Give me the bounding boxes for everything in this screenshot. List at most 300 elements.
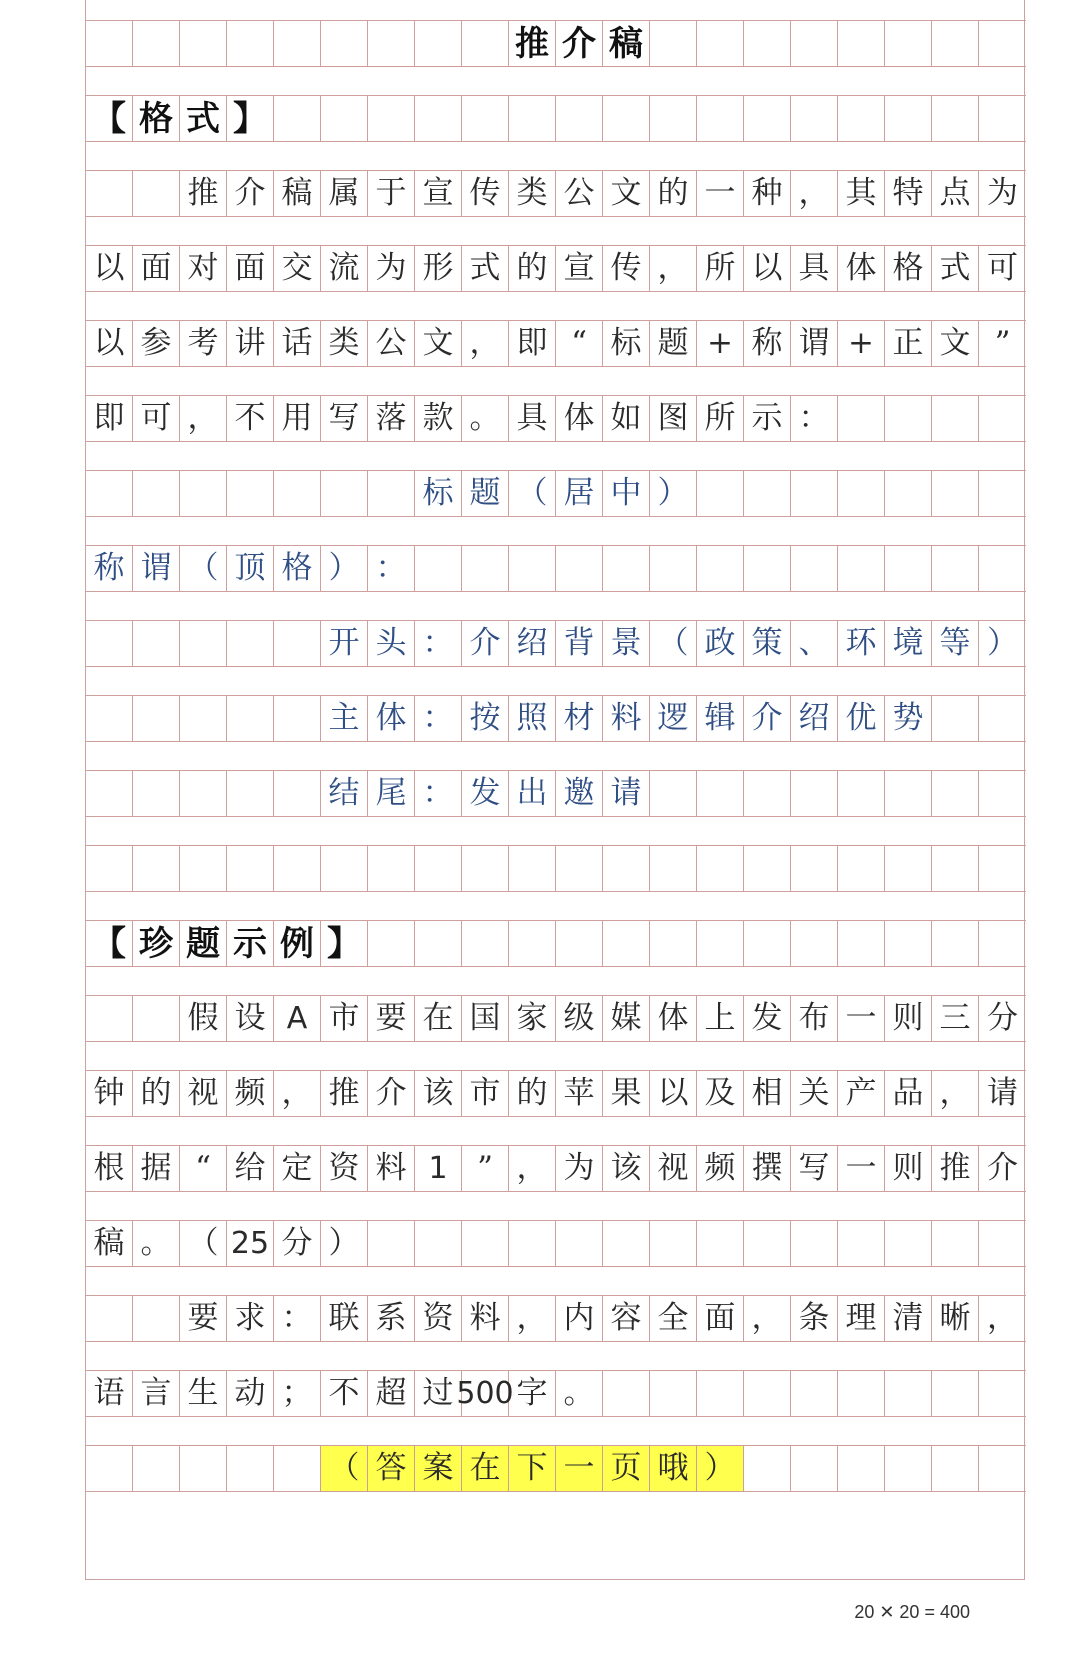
grid-cell: 要 <box>180 1296 227 1341</box>
grid-cell: 关 <box>791 1071 838 1116</box>
grid-row <box>86 1112 1026 1192</box>
grid-row <box>86 1412 1026 1492</box>
grid-cell: 款 <box>415 396 462 441</box>
row-spacer <box>86 662 1026 695</box>
grid-cell: 三 <box>932 996 979 1041</box>
grid-cell: 定 <box>274 1146 321 1191</box>
row-spacer <box>86 812 1026 845</box>
row-spacer <box>86 1262 1026 1295</box>
grid-cell <box>791 96 838 141</box>
grid-cell <box>885 471 932 516</box>
grid-cell <box>415 21 462 66</box>
grid-cell <box>556 921 603 966</box>
grid-cell <box>368 21 415 66</box>
grid-cell <box>885 21 932 66</box>
grid-cell <box>321 21 368 66</box>
grid-cell <box>133 996 180 1041</box>
grid-cell: 宣 <box>415 171 462 216</box>
cell-strip <box>86 695 1026 742</box>
row-spacer <box>86 287 1026 320</box>
grid-cell <box>462 96 509 141</box>
grid-cell: 尾 <box>368 771 415 816</box>
grid-cell: 超 <box>368 1371 415 1416</box>
grid-cell: 的 <box>509 1071 556 1116</box>
grid-cell: 苹 <box>556 1071 603 1116</box>
grid-cell: 答 <box>368 1446 415 1491</box>
grid-cell: 请 <box>987 1075 1018 1111</box>
grid-cell: 。 <box>462 396 509 441</box>
grid-cell <box>791 546 838 591</box>
grid-cell <box>979 1371 1026 1416</box>
grid-cell: 以 <box>86 321 133 366</box>
grid-cell <box>180 846 227 891</box>
grid-cell: ： <box>415 771 462 816</box>
grid-cell <box>744 21 791 66</box>
grid-cell <box>932 921 979 966</box>
grid-cell: ， <box>462 321 509 366</box>
grid-cell <box>979 696 1026 741</box>
grid-row <box>86 362 1026 442</box>
grid-cell: 文 <box>415 321 462 366</box>
grid-cell <box>462 21 509 66</box>
grid-cell <box>838 471 885 516</box>
grid-cell: 题 <box>180 921 227 966</box>
grid-cell: 的 <box>650 171 697 216</box>
grid-cell: 介 <box>556 21 603 66</box>
grid-cell: 具 <box>791 246 838 291</box>
grid-cell: 根 <box>86 1146 133 1191</box>
grid-cell <box>603 1371 650 1416</box>
grid-cell <box>791 1371 838 1416</box>
grid-cell: 推 <box>180 171 227 216</box>
grid-cell: 布 <box>791 996 838 1041</box>
grid-cell: 传 <box>462 171 509 216</box>
grid-cell: 标 <box>603 321 650 366</box>
grid-cell: 料 <box>368 1146 415 1191</box>
grid-cell: 头 <box>368 621 415 666</box>
grid-cell: 发 <box>462 771 509 816</box>
grid-cell: 政 <box>697 621 744 666</box>
grid-cell <box>274 471 321 516</box>
grid-cell <box>885 396 932 441</box>
grid-cell: 家 <box>509 996 556 1041</box>
grid-cell: 上 <box>697 996 744 1041</box>
grid-cell <box>838 21 885 66</box>
grid-cell <box>932 471 979 516</box>
grid-cell <box>603 846 650 891</box>
grid-row <box>86 1337 1026 1417</box>
grid-cell <box>932 96 979 141</box>
grid-cell: 体 <box>368 696 415 741</box>
grid-cell: 25 <box>227 1221 274 1266</box>
cell-strip <box>86 545 1026 592</box>
grid-cell: 顶 <box>227 546 274 591</box>
grid-cell <box>415 1221 462 1266</box>
grid-cell: 条 <box>791 1296 838 1341</box>
grid-row <box>86 887 1026 967</box>
grid-cell <box>838 771 885 816</box>
grid-cell <box>932 846 979 891</box>
grid-row <box>86 1187 1026 1267</box>
grid-cell: ： <box>415 621 462 666</box>
grid-cell: 写 <box>321 396 368 441</box>
grid-cell <box>697 921 744 966</box>
grid-cell: A <box>274 996 321 1041</box>
grid-cell: 种 <box>744 171 791 216</box>
grid-cell: 面 <box>133 246 180 291</box>
grid-cell: 市 <box>321 996 368 1041</box>
grid-cell <box>227 21 274 66</box>
grid-cell <box>885 546 932 591</box>
grid-cell: 一 <box>697 171 744 216</box>
grid-cell: 按 <box>462 696 509 741</box>
grid-cell: 。 <box>133 1221 180 1266</box>
grid-cell: ： <box>274 1296 321 1341</box>
grid-cell: 则 <box>885 1146 932 1191</box>
grid-cell: 该 <box>415 1071 462 1116</box>
grid-cell: 逻 <box>650 696 697 741</box>
grid-cell: “ <box>180 1146 227 1191</box>
grid-row <box>86 1262 1026 1342</box>
grid-cell: 策 <box>744 621 791 666</box>
row-spacer <box>86 737 1026 770</box>
grid-cell <box>133 171 180 216</box>
grid-cell <box>86 996 133 1041</box>
cell-strip <box>86 1070 1026 1117</box>
grid-cell <box>744 471 791 516</box>
grid-cell: 讲 <box>227 321 274 366</box>
grid-cell <box>697 1221 744 1266</box>
grid-cell: 的 <box>133 1071 180 1116</box>
grid-cell: 格 <box>885 246 932 291</box>
grid-cell: 语 <box>86 1371 133 1416</box>
cell-strip <box>86 995 1026 1042</box>
row-spacer <box>86 1037 1026 1070</box>
grid-cell <box>509 1221 556 1266</box>
grid-cell: ， <box>650 246 697 291</box>
grid-cell: 请 <box>603 771 650 816</box>
grid-cell: 哦 <box>650 1446 697 1491</box>
grid-cell <box>744 1221 791 1266</box>
grid-cell: ” <box>462 1146 509 1191</box>
grid-cell <box>509 96 556 141</box>
grid-cell <box>462 1221 509 1266</box>
grid-row <box>86 137 1026 217</box>
grid-cell: ” <box>994 325 1011 361</box>
grid-cell: 为 <box>987 175 1018 211</box>
grid-cell <box>791 1221 838 1266</box>
grid-cell <box>368 96 415 141</box>
grid-cell: 图 <box>650 396 697 441</box>
grid-cell: 介 <box>227 171 274 216</box>
row-spacer <box>86 62 1026 95</box>
grid-cell <box>744 546 791 591</box>
grid-cell: 容 <box>603 1296 650 1341</box>
grid-cell: 料 <box>603 696 650 741</box>
grid-cell: 过 <box>415 1371 462 1416</box>
grid-cell <box>180 21 227 66</box>
grid-cell: 题 <box>462 471 509 516</box>
grid-cell: 题 <box>650 321 697 366</box>
grid-cell <box>885 1371 932 1416</box>
grid-cell: 开 <box>321 621 368 666</box>
grid-cell: 居 <box>556 471 603 516</box>
grid-cell: 假 <box>180 996 227 1041</box>
grid-cell <box>979 1221 1026 1266</box>
grid-cell <box>86 621 133 666</box>
grid-cell <box>86 21 133 66</box>
grid-cell <box>932 1371 979 1416</box>
grid-cell <box>697 471 744 516</box>
grid-cell <box>321 471 368 516</box>
grid-cell: 势 <box>885 696 932 741</box>
grid-cell <box>180 696 227 741</box>
grid-cell: 中 <box>603 471 650 516</box>
grid-cell: ） <box>650 471 697 516</box>
grid-cell <box>838 1446 885 1491</box>
grid-cell: ： <box>415 696 462 741</box>
grid-cell: ， <box>987 1300 1018 1336</box>
grid-cell: ， <box>744 1296 791 1341</box>
grid-cell: 形 <box>415 246 462 291</box>
grid-cell <box>650 96 697 141</box>
row-spacer <box>86 362 1026 395</box>
grid-cell <box>932 771 979 816</box>
grid-cell <box>509 846 556 891</box>
grid-cell: 发 <box>744 996 791 1041</box>
grid-cell <box>697 96 744 141</box>
grid-cell <box>838 921 885 966</box>
grid-cell <box>556 1221 603 1266</box>
cell-strip <box>86 1220 1026 1267</box>
grid-cell: （ <box>321 1446 368 1491</box>
grid-cell: 落 <box>368 396 415 441</box>
grid-cell: 国 <box>462 996 509 1041</box>
grid-cell: 境 <box>885 621 932 666</box>
grid-cell: 背 <box>556 621 603 666</box>
grid-cell: 话 <box>274 321 321 366</box>
grid-cell: 以 <box>86 246 133 291</box>
grid-cell <box>650 1371 697 1416</box>
grid-cell <box>509 546 556 591</box>
row-spacer <box>86 1112 1026 1145</box>
cell-strip <box>86 920 1026 967</box>
grid-cell <box>603 96 650 141</box>
grid-cell <box>697 21 744 66</box>
grid-cell <box>791 1446 838 1491</box>
cell-strip <box>86 1145 1026 1192</box>
grid-cell: 谓 <box>791 321 838 366</box>
grid-cell: 则 <box>885 996 932 1041</box>
grid-row <box>86 212 1026 292</box>
row-spacer <box>86 212 1026 245</box>
grid-cell: 为 <box>368 246 415 291</box>
grid-cell: ， <box>932 1071 979 1116</box>
grid-cell: 用 <box>274 396 321 441</box>
grid-cell: 正 <box>885 321 932 366</box>
grid-cell: 生 <box>180 1371 227 1416</box>
grid-cell: 推 <box>509 21 556 66</box>
grid-cell <box>932 696 979 741</box>
grid-cell: 写 <box>791 1146 838 1191</box>
grid-cell: ） <box>987 625 1018 661</box>
grid-cell: 果 <box>603 1071 650 1116</box>
grid-cell: 动 <box>227 1371 274 1416</box>
grid-cell <box>462 546 509 591</box>
grid-cell <box>227 696 274 741</box>
grid-cell: 环 <box>838 621 885 666</box>
grid-cell <box>885 846 932 891</box>
cell-strip <box>86 1445 1026 1492</box>
grid-cell <box>509 921 556 966</box>
grid-cell: 以 <box>650 1071 697 1116</box>
grid-cell: ： <box>368 546 415 591</box>
row-spacer <box>86 962 1026 995</box>
grid-cell: 、 <box>791 621 838 666</box>
grid-cell: 产 <box>838 1071 885 1116</box>
grid-cell <box>227 846 274 891</box>
grid-cell: 即 <box>86 396 133 441</box>
grid-cell: + <box>838 321 885 366</box>
grid-cell: ： <box>791 396 838 441</box>
grid-row <box>86 962 1026 1042</box>
grid-cell: 】 <box>321 921 368 966</box>
grid-cell: 材 <box>556 696 603 741</box>
grid-cell: 为 <box>556 1146 603 1191</box>
cell-strip <box>86 320 1026 367</box>
grid-cell <box>979 471 1026 516</box>
grid-cell <box>650 771 697 816</box>
grid-cell <box>180 1446 227 1491</box>
grid-cell <box>744 1446 791 1491</box>
grid-cell <box>86 696 133 741</box>
grid-cell: ， <box>509 1296 556 1341</box>
grid-cell <box>744 96 791 141</box>
cell-strip <box>86 245 1026 292</box>
grid-cell <box>133 696 180 741</box>
grid-cell <box>86 1296 133 1341</box>
grid-cell <box>697 771 744 816</box>
grid-cell: 给 <box>227 1146 274 1191</box>
row-spacer <box>86 587 1026 620</box>
grid-cell <box>838 546 885 591</box>
grid-cell <box>932 546 979 591</box>
grid-cell: 称 <box>744 321 791 366</box>
grid-cell: 所 <box>697 246 744 291</box>
grid-cell: 一 <box>838 996 885 1041</box>
grid-cell: 清 <box>885 1296 932 1341</box>
grid-cell <box>979 1446 1026 1491</box>
grid-cell: 点 <box>932 171 979 216</box>
grid-cell <box>885 921 932 966</box>
grid-cell: 结 <box>321 771 368 816</box>
row-spacer <box>86 437 1026 470</box>
grid-cell: 称 <box>86 546 133 591</box>
grid-cell: 面 <box>697 1296 744 1341</box>
grid-cell: 传 <box>603 246 650 291</box>
grid-cell <box>744 846 791 891</box>
grid-cell: 出 <box>509 771 556 816</box>
grid-cell: 在 <box>462 1446 509 1491</box>
grid-cell: ， <box>274 1071 321 1116</box>
grid-cell <box>274 696 321 741</box>
grid-cell <box>556 96 603 141</box>
grid-cell: 文 <box>603 171 650 216</box>
grid-cell: 格 <box>133 96 180 141</box>
grid-cell <box>86 471 133 516</box>
grid-cell: 页 <box>603 1446 650 1491</box>
grid-cell: 1 <box>415 1146 462 1191</box>
grid-cell <box>697 1371 744 1416</box>
grid-cell <box>227 621 274 666</box>
row-spacer <box>86 1187 1026 1220</box>
row-spacer <box>86 887 1026 920</box>
grid-cell: 文 <box>932 321 979 366</box>
grid-cell: 不 <box>227 396 274 441</box>
grid-cell: 该 <box>603 1146 650 1191</box>
grid-cell <box>838 1371 885 1416</box>
grid-cell <box>180 471 227 516</box>
grid-cell <box>462 846 509 891</box>
grid-cell: 联 <box>321 1296 368 1341</box>
grid-cell: ） <box>321 546 368 591</box>
grid-cell: 钟 <box>86 1071 133 1116</box>
row-spacer <box>86 0 1026 20</box>
grid-row <box>86 1037 1026 1117</box>
grid-cell: 珍 <box>133 921 180 966</box>
grid-cell <box>368 846 415 891</box>
grid-cell: 一 <box>838 1146 885 1191</box>
grid-cell <box>415 546 462 591</box>
grid-cell: 媒 <box>603 996 650 1041</box>
grid-cell: 500 <box>462 1371 509 1416</box>
grid-cell: 流 <box>321 246 368 291</box>
grid-cell: 照 <box>509 696 556 741</box>
grid-cell <box>979 21 1026 66</box>
grid-cell: 据 <box>133 1146 180 1191</box>
grid-cell <box>650 21 697 66</box>
grid-cell: 】 <box>227 96 274 141</box>
grid-cell <box>274 846 321 891</box>
grid-cell: 字 <box>509 1371 556 1416</box>
grid-cell: 介 <box>462 621 509 666</box>
grid-cell: 【 <box>86 921 133 966</box>
grid-cell: 相 <box>744 1071 791 1116</box>
grid-cell <box>368 921 415 966</box>
grid-cell: 具 <box>509 396 556 441</box>
grid-cell <box>744 1371 791 1416</box>
grid-cell: 谓 <box>133 546 180 591</box>
grid-cell: 参 <box>133 321 180 366</box>
grid-cell <box>180 621 227 666</box>
grid-row <box>86 62 1026 142</box>
grid-cell: 视 <box>180 1071 227 1116</box>
grid-row <box>86 662 1026 742</box>
grid-row <box>86 437 1026 517</box>
grid-cell <box>86 771 133 816</box>
grid-cell: 分 <box>274 1221 321 1266</box>
grid-cell: 例 <box>274 921 321 966</box>
grid-cell <box>133 471 180 516</box>
grid-cell: 稿 <box>603 21 650 66</box>
grid-cell <box>227 771 274 816</box>
grid-cell <box>932 1221 979 1266</box>
grid-cell: 辑 <box>697 696 744 741</box>
grid-cell <box>979 921 1026 966</box>
grid-cell <box>321 846 368 891</box>
grid-cell: （ <box>650 621 697 666</box>
grid-cell: 在 <box>415 996 462 1041</box>
